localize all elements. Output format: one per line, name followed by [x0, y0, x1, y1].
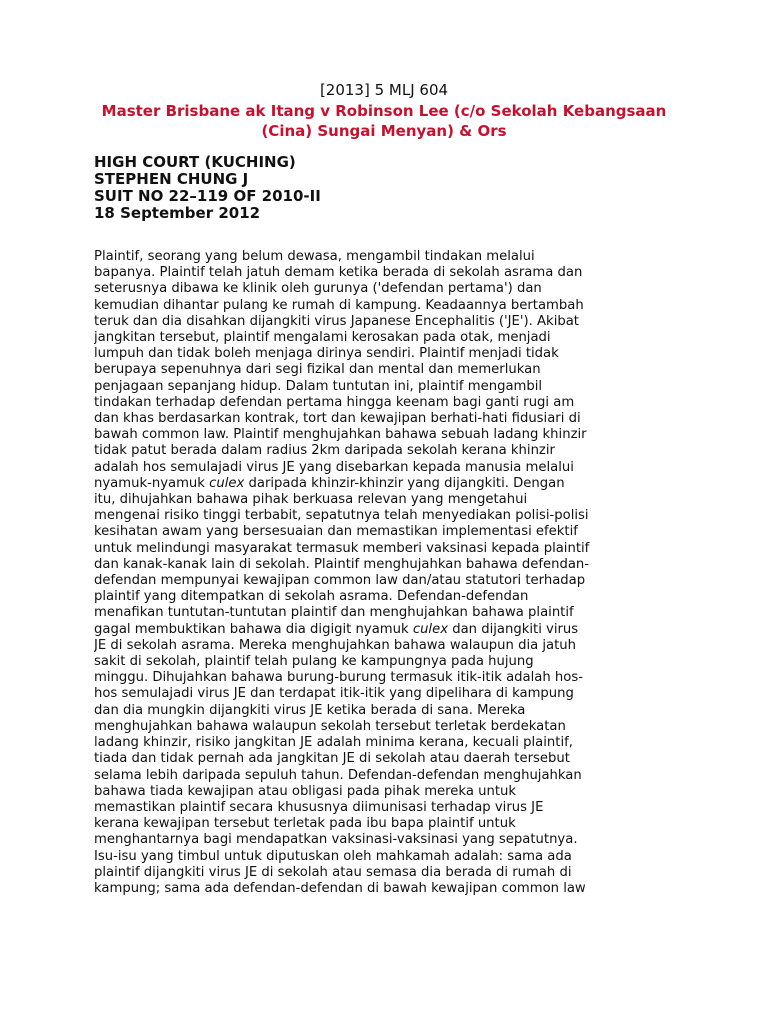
line-text: sakit di sekolah, plaintif telah pulang ke kampungnya pada hujung: [94, 654, 534, 670]
body-line: [94, 735, 674, 751]
suit-number: SUIT NO 22–119 OF 2010-II: [94, 187, 321, 205]
body-line: [94, 379, 674, 395]
headnote-body: [94, 249, 674, 897]
body-line: [94, 751, 674, 767]
line-text: kampung; sama ada defendan-defendan di bawah kewajipan common law: [94, 880, 586, 896]
body-line: [94, 865, 674, 881]
line-text: tiada dan tidak pernah ada jangkitan JE di sekolah atau daerah tersebut: [94, 751, 570, 767]
judge-name: STEPHEN CHUNG J: [94, 170, 249, 188]
body-line: [94, 589, 674, 605]
line-text: minggu. Dihujahkan bahawa burung-burung termasuk itik-itik adalah hos-: [94, 670, 583, 686]
line-text: kerana kewajipan tersebut terletak pada ibu bapa plaintif untuk: [94, 816, 516, 832]
body-line: [94, 249, 674, 265]
line-text: tindakan terhadap defendan pertama hingga keenam bagi ganti rugi am: [94, 394, 575, 410]
line-text: Plaintif, seorang yang belum dewasa, mengambil tindakan melalui: [94, 249, 535, 264]
body-line: [94, 314, 674, 330]
line-text: itu, dihujahkan bahawa pihak berkuasa relevan yang mengetahui: [94, 492, 528, 508]
body-line: [94, 881, 674, 897]
case-citation: [2013] 5 MLJ 604: [319, 81, 449, 99]
line-text: menghujahkan bahawa walaupun sekolah tersebut terletak berdekatan: [94, 718, 566, 734]
line-text: hos semulajadi virus JE dan terdapat itik-itik yang dipelihara di kampung: [94, 686, 574, 702]
italic-term: culex: [209, 475, 245, 491]
line-text: kesihatan awam yang bersesuaian dan memastikan implementasi efektif: [94, 524, 578, 540]
line-text: plaintif yang ditempatkan di sekolah asrama. Defendan-defendan: [94, 589, 529, 605]
line-text: untuk melindungi masyarakat termasuk memberi vaksinasi kepada plaintif: [94, 540, 590, 556]
line-text: ladang khinzir, risiko jangkitan JE adalah minima kerana, kecuali plaintif,: [94, 735, 573, 751]
court-name: HIGH COURT (KUCHING): [94, 153, 296, 171]
body-line: [94, 281, 674, 297]
line-text: seterusnya dibawa ke klinik oleh gurunya ('defendan pertama') dan: [94, 281, 542, 297]
body-line: [94, 346, 674, 362]
line-text: daripada khinzir-khinzir yang dijangkiti. Dengan: [244, 475, 565, 491]
line-text: bahawa tiada kewajipan atau obligasi pada pihak mereka untuk: [94, 783, 516, 799]
body-line: [94, 443, 674, 459]
body-line: [94, 800, 674, 816]
line-text: mengenai risiko tinggi terbabit, sepatutnya telah menyediakan polisi-polisi: [94, 508, 589, 524]
body-line: [94, 832, 674, 848]
body-line: [94, 768, 674, 784]
body-line: [94, 330, 674, 346]
line-text: penjagaan sepanjang hidup. Dalam tuntutan ini, plaintif mengambil: [94, 378, 543, 394]
line-text: dan dijangkiti virus: [448, 621, 579, 637]
line-text: bapanya. Plaintif telah jatuh demam ketika berada di sekolah asrama dan: [94, 265, 583, 281]
judgment-date: 18 September 2012: [94, 204, 261, 222]
line-text: gagal membuktikan bahawa dia digigit nyamuk: [94, 621, 413, 637]
body-line: [94, 638, 674, 654]
body-line: [94, 622, 674, 638]
line-text: selama lebih daripada sepuluh tahun. Defendan-defendan menghujahkan: [94, 767, 582, 783]
body-line: [94, 703, 674, 719]
body-line: [94, 411, 674, 427]
body-line: [94, 476, 674, 492]
line-text: dan dia mungkin dijangkiti virus JE ketika berada di sana. Mereka: [94, 702, 526, 718]
body-line: [94, 719, 674, 735]
case-header: [94, 154, 321, 222]
line-text: nyamuk-nyamuk: [94, 475, 210, 491]
line-text: jangkitan tersebut, plaintif mengalami kerosakan pada otak, menjadi: [94, 330, 551, 346]
line-text: JE di sekolah asrama. Mereka menghujahkan bahawa walaupun dia jatuh: [94, 637, 577, 653]
line-text: bawah common law. Plaintif menghujahkan bahawa sebuah ladang khinzir: [94, 427, 587, 443]
body-line: [94, 605, 674, 621]
line-text: lumpuh dan tidak boleh menjaga dirinya sendiri. Plaintif menjadi tidak: [94, 346, 559, 362]
line-text: Isu-isu yang timbul untuk diputuskan oleh mahkamah adalah: sama ada: [94, 848, 572, 864]
body-line: [94, 557, 674, 573]
body-line: [94, 654, 674, 670]
line-text: plaintif dijangkiti virus JE di sekolah atau semasa dia berada di rumah di: [94, 864, 572, 880]
body-line: [94, 460, 674, 476]
body-line: [94, 524, 674, 540]
body-line: [94, 298, 674, 314]
line-text: dan khas berdasarkan kontrak, tort dan kewajipan berhati-hati fidusiari di: [94, 411, 581, 427]
line-text: teruk dan dia disahkan dijangkiti virus Japanese Encephalitis ('JE'). Akibat: [94, 313, 579, 329]
line-text: dan kanak-kanak lain di sekolah. Plaintif menghujahkan bahawa defendan-: [94, 556, 590, 572]
line-text: menghantarnya bagi mendapatkan vaksinasi-vaksinasi yang sepatutnya.: [94, 832, 578, 848]
body-line: [94, 508, 674, 524]
body-line: [94, 541, 674, 557]
line-text: kemudian dihantar pulang ke rumah di kampung. Keadaannya bertambah: [94, 297, 584, 313]
line-text: berupaya sepenuhnya dari segi fizikal dan mental dan memerlukan: [94, 362, 541, 378]
body-line: [94, 816, 674, 832]
line-text: defendan mempunyai kewajipan common law dan/atau statutori terhadap: [94, 573, 586, 589]
body-line: [94, 686, 674, 702]
body-line: [94, 670, 674, 686]
line-text: menafikan tuntutan-tuntutan plaintif dan menghujahkan bahawa plaintif: [94, 605, 574, 621]
body-line: [94, 362, 674, 378]
line-text: tidak patut berada dalam radius 2km daripada sekolah kerana khinzir: [94, 443, 555, 459]
line-text: memastikan plaintif secara khususnya diimunisasi terhadap virus JE: [94, 799, 544, 815]
body-line: [94, 492, 674, 508]
body-line: [94, 573, 674, 589]
body-line: [94, 849, 674, 865]
italic-term: culex: [412, 621, 449, 637]
body-line: [94, 265, 674, 281]
body-line: [94, 427, 674, 443]
line-text: adalah hos semulajadi virus JE yang disebarkan kepada manusia melalui: [94, 459, 574, 475]
body-line: [94, 784, 674, 800]
body-line: [94, 395, 674, 411]
case-title: Master Brisbane ak Itang v Robinson Lee (c/o Sekolah Kebangsaan (Cina) Sungai Menyan) & Ors: [101, 102, 667, 140]
